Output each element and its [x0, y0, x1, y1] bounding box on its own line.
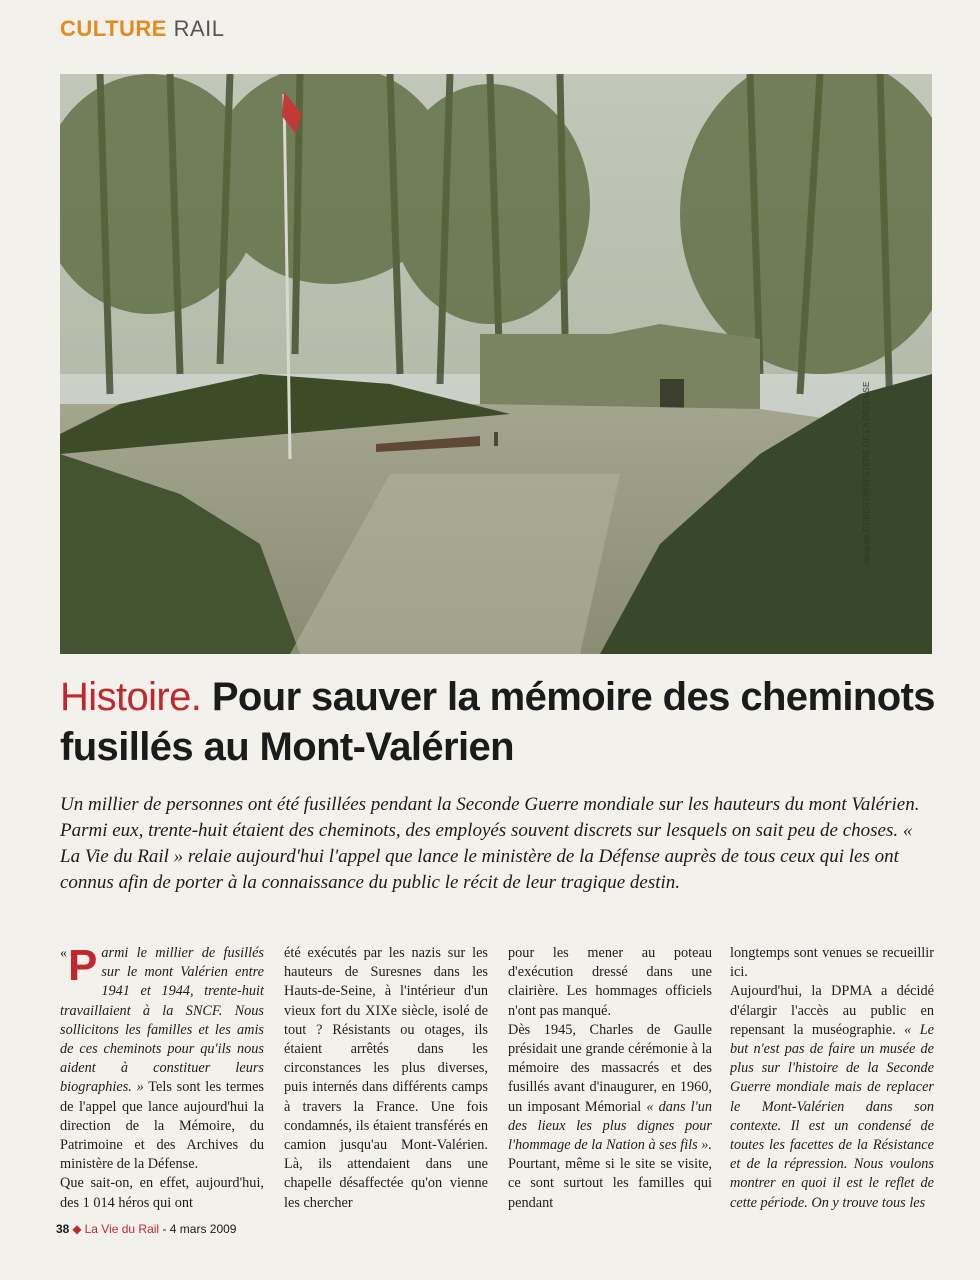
appeal-context: Tels sont les termes de l'appel que lance aujourd'hui la direction de la Mémoire, du Patrimoine et des Archives du ministère de la Défense. [60, 1079, 264, 1173]
memorial-text-end: Pourtant, même si le site se visite, ce sont surtout les familles qui pendant [508, 1156, 712, 1211]
photo-mont-valerien [60, 74, 932, 654]
page-footer [56, 1222, 236, 1236]
publication-name: La Vie du Rail [84, 1222, 160, 1236]
opening-quote: « [60, 946, 67, 961]
article-body [56, 944, 934, 1220]
body-paragraph: Que sait-on, en effet, aujourd'hui, des 1 014 héros qui ont [60, 1175, 264, 1211]
article-headline [60, 672, 940, 772]
body-column-4 [730, 944, 934, 1220]
body-paragraph: été exécutés par les nazis sur les hauteurs de Suresnes dans les Hauts-de-Seine, à l'intérieur d'un vieux fort du XIXe siècle, isolé de tout ? Résistants ou otages, ils étaient arrêtés dans les circonstances les plus diverses, puis internés dans différents camps à travers la France. Une fois condamnés, ils étaient transférés en camion jusqu'au Mont-Valérien. Là, ils attendaient dans une chapelle désaffectée qu'on vienne les chercher [284, 945, 488, 1211]
body-paragraph: pour les mener au poteau d'exécution dressé dans une clairière. Les hommages officiels n'ont pas manqué. [508, 945, 712, 1019]
body-column-3 [508, 944, 712, 1220]
memorial-text: Dès 1945, Charles de Gaulle présidait une grande cérémonie à la mémoire des massacrés et des fusillés avant d'inaugurer, en 1960, un imposant Mémorial [508, 1021, 712, 1115]
headline-rubric: Histoire. [60, 675, 202, 719]
photo-illustration [60, 74, 932, 654]
issue-date: - 4 mars 2009 [162, 1222, 237, 1236]
appeal-quote: armi le millier de fusillés sur le mont Valérien entre 1941 et 1944, trente-huit travaillaient à la SNCF. Nous sollicitons les familles et les amis de ces cheminots pour qu'ils nous aident à constituer leurs biographies. » [60, 945, 264, 1096]
section-label: CULTURE [60, 16, 167, 41]
article-standfirst: Un millier de personnes ont été fusillées pendant la Seconde Guerre mondiale sur les hauteurs du mont Valérien. Parmi eux, trente-huit étaient des cheminots, des employés souvent discrets sur lesquels on sait peu de choses. « La Vie du Rail » relaie aujourd'hui l'appel que lance le ministère de la Défense auprès de tous ceux qui les ont connus afin de porter à la connaissance du public le récit de leur tragique destin. [60, 794, 920, 893]
dpma-text: Aujourd'hui, la DPMA a décidé d'élargir l'accès au public en repensant la muséographie. [730, 983, 934, 1038]
body-paragraph: longtemps sont venues se recueillir ici. [730, 945, 934, 981]
memorial-quote: « dans l'un des lieux les plus dignes pour l'hommage de la Nation à ses fils ». [508, 1098, 712, 1154]
headline-title: Pour sauver la mémoire des cheminots fusillés au Mont-Valérien [60, 675, 935, 769]
body-paragraph [730, 982, 934, 1212]
section-header [60, 16, 225, 50]
body-column-2 [284, 944, 488, 1220]
diamond-icon: ◆ [72, 1222, 82, 1236]
photo-credit: Jacques ROBERT/MINISTÈRE DE LA DÉFENSE [862, 381, 871, 565]
drop-cap: P [68, 944, 98, 990]
body-column-1 [60, 944, 264, 1220]
page-number: 38 [56, 1222, 70, 1236]
dpma-quote: « Le but n'est pas de faire un musée de plus sur l'histoire de la Seconde Guerre mondiale mais de replacer le Mont-Valérien dans son contexte. Il est un condensé de toutes les facettes de la Résistance et de la répression. Nous voulons montrer en quoi il est le reflet de cette période. On y trouve tous les [730, 1021, 934, 1211]
body-paragraph [508, 1021, 712, 1213]
body-paragraph [60, 944, 264, 1174]
subsection-label: RAIL [173, 16, 225, 41]
